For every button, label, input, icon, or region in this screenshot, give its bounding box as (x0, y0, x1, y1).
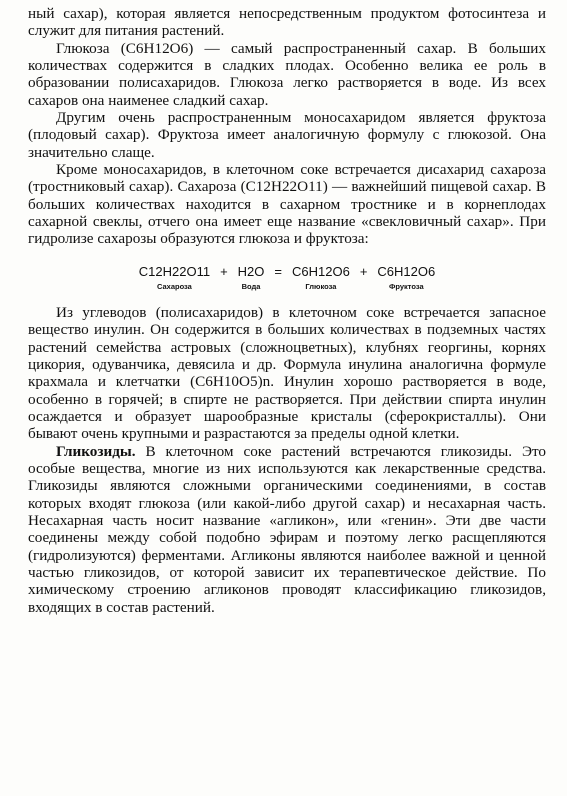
equation-term-fructose (377, 264, 435, 292)
glycosides-heading: Гликозиды. (56, 442, 136, 460)
label-glucose: Глюкоза (305, 281, 337, 291)
formula-sucrose: C12H22O11 (138, 263, 211, 279)
formula-fructose: C6H12O6 (377, 263, 436, 279)
paragraph-glycosides (28, 443, 546, 616)
hydrolysis-equation (28, 264, 546, 292)
formula-water: H2O (237, 263, 265, 279)
plus-sign: + (359, 263, 368, 279)
equation-term-sucrose (139, 264, 210, 292)
glycosides-text: В клеточном соке растений встречаются гликозиды. Это особые вещества, многие из них используются как лекарственные средства. Гликозиды являются сложными органическими соединениями, в состав которых входят глюкоза (или какой-либо другой сахар) и несахарная часть. Несахарная часть носит название «агликон», или «генин». Эти две части соединены между собой подобно эфирам и поэтому легко расщепляются (гидролизуются) ферментами. Агликоны являются наиболее важной и ценной частью гликозидов, от которой зависит их терапевтическое действие. По химическому строению агликонов проводят классификацию гликозидов, входящих в состав растений. (28, 442, 546, 616)
paragraph-inulin: Из углеводов (полисахаридов) в клеточном соке встречается запасное вещество инулин. Он содержится в больших количествах в подземных частях растений семейства астровых (сложноцветных), клубнях георгины, корнях цикория, одуванчика, девясила и др. Формула инулина аналогична формуле крахмала и клетчатки (C6H10O5)n. Инулин хорошо растворяется в воде, особенно в горячей; в спирте не растворяется. При действии спирта инулин осаждается и образует шарообразные кристалы (сферокристаллы). Они бывают очень крупными и разрастаются за пределы одной клетки. (28, 303, 546, 443)
paragraph-sugar-intro: ный сахар), которая является непосредственным продуктом фотосинтеза и служит для питания растений. (28, 5, 546, 40)
label-fructose: Фруктоза (388, 281, 424, 291)
equation-term-glucose (292, 264, 350, 292)
label-sucrose: Сахароза (156, 281, 192, 291)
label-water: Вода (241, 281, 261, 291)
paragraph-fructose: Другим очень распространенным моносахаридом является фруктоза (плодовый сахар). Фруктоза имеет аналогичную формулу с глюкозой. Она значительно слаще. (28, 109, 546, 161)
plus-sign: + (220, 263, 228, 279)
equals-sign: = (274, 263, 282, 279)
paragraph-glucose: Глюкоза (C6H12O6) — самый распространенный сахар. В больших количествах содержится в сладких плодах. Особенно велика ее роль в образовании полисахаридов. Глюкоза легко растворяется в воде. Из всех сахаров она наименее сладкий сахар. (28, 39, 546, 109)
formula-glucose: C6H12O6 (292, 263, 350, 279)
paragraph-sucrose: Кроме моносахаридов, в клеточном соке встречается дисахарид сахароза (тростниковый сахар). Сахароза (C12H22O11) — важнейший пищевой сахар. В больших количествах находится в сахарном тростнике и в корнеплодах сахарной свеклы, отчего она имеет еще название «свекловичный сахар». При гидролизе сахарозы образуются глюкоза и фруктоза: (28, 161, 546, 248)
equation-term-water (238, 264, 265, 292)
